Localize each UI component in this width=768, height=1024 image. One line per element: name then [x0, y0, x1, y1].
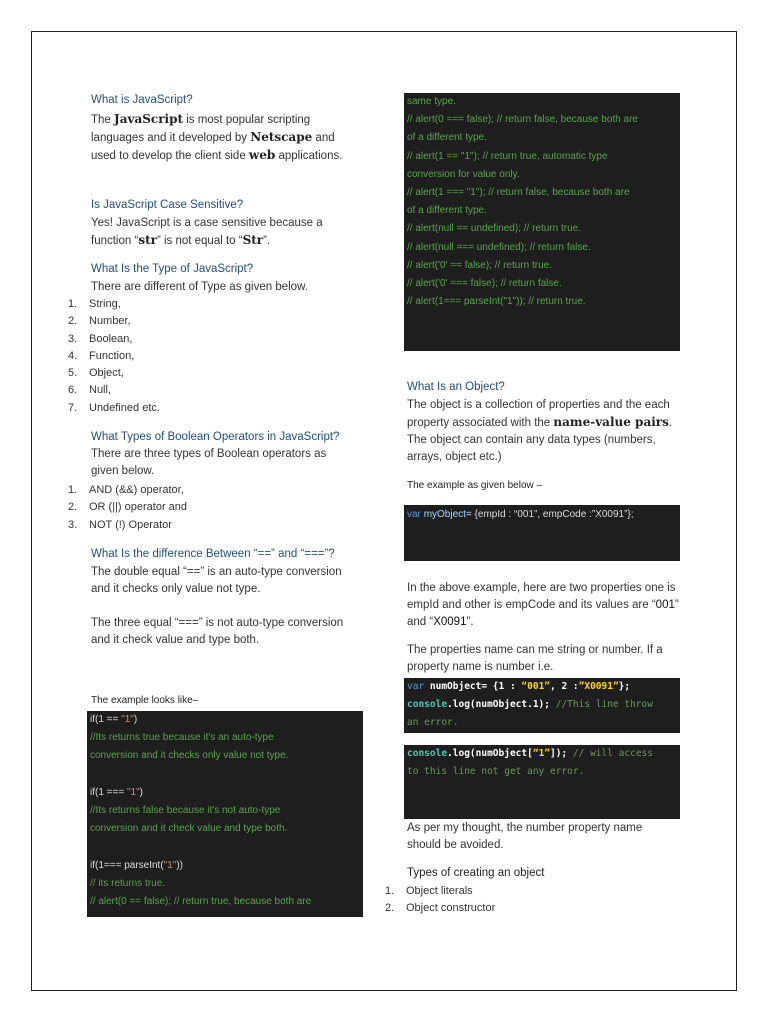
heading-type-of-javascript: What Is the Type of JavaScript? — [91, 263, 254, 275]
code-line: to this line not get any error. — [407, 766, 585, 777]
list-item: 6. Null, — [68, 384, 112, 397]
paragraph-what-is-javascript: The JavaScript is most popular scripting languages and it developed by Netscape and used to develop the client side web applications. — [91, 112, 343, 162]
code-line: // alert(1 == "1"); // return true, automatic type — [407, 150, 608, 162]
code-line: if(1 === "1") — [90, 786, 143, 798]
code-line: // alert(1=== parseInt("1")); // return true. — [407, 296, 586, 308]
example-label: The example looks like– — [91, 695, 199, 706]
list-item: 1. String, — [68, 298, 121, 310]
paragraph-what-is-object: The object is a collection of properties and the each property associated with the name-value pairs. The object can contain any data types (numbers, arrays, object etc.) — [407, 399, 673, 463]
boolean-operator-list — [68, 482, 187, 534]
code-line: // its returns true. — [90, 877, 166, 889]
code-blank-line — [90, 838, 360, 856]
heading-what-is-object: What Is an Object? — [407, 381, 505, 393]
code-line: conversion for value only. — [407, 168, 520, 180]
list-item: 3. NOT (!) Operator — [68, 518, 172, 531]
paragraph-double-equal: The double equal “==” is an auto-type conversion and it checks only value not type. — [91, 566, 342, 595]
paragraph-case-sensitive: Yes! JavaScript is a case sensitive because a function “str” is not equal to “Str”. — [91, 217, 323, 247]
code-line: // alert(1 === "1"); // return false, because both are — [407, 187, 630, 199]
paragraph-type-intro: There are different of Type as given below. — [91, 281, 308, 293]
list-item: 4. Function, — [68, 349, 135, 362]
list-item: 2. Number, — [68, 315, 131, 328]
code-line: // alert(null === undefined); // return false. — [407, 241, 591, 253]
code-line: var numObject= {1 : “001”, 2 :”X0091”}; — [407, 681, 631, 692]
code-line: //Its returns true because it's an auto-type — [90, 732, 274, 744]
heading-what-is-javascript: What is JavaScript? — [91, 94, 193, 106]
paragraph-above-example: In the above example, here are two properties one is empId and other is empCode and its values are “001” and “X0091”. — [407, 582, 679, 628]
code-line: if(1=== parseInt("1")) — [90, 859, 183, 871]
paragraph-property-names: The properties name can me string or number. If a property name is number i.e. — [407, 644, 663, 673]
code-line: // alert(0 === false); // return false, because both are — [407, 114, 638, 126]
code-line: same type. — [407, 96, 456, 107]
code-line: if(1 == "1") — [90, 714, 138, 725]
paragraph-triple-equal: The three equal “===” is not auto-type conversion and it check value and type both. — [91, 617, 344, 646]
code-line: conversion and it check value and type both. — [90, 823, 288, 835]
code-line: of a different type. — [407, 132, 487, 144]
list-item: 3. Boolean, — [68, 332, 133, 345]
code-line: an error. — [407, 717, 459, 728]
example-label-object: The example as given below – — [407, 480, 543, 491]
code-block-bracket-access — [404, 745, 680, 819]
paragraph-number-property: As per my thought, the number property name should be avoided. — [407, 822, 643, 851]
list-item: 1. Object literals — [385, 885, 473, 897]
heading-types-of-creating-object: Types of creating an object — [407, 867, 545, 879]
type-list — [68, 296, 160, 417]
code-line: // alert('0' == false); // return true. — [407, 259, 552, 271]
list-item: 2. Object constructor — [385, 902, 496, 915]
list-item: 5. Object, — [68, 367, 124, 380]
code-line: //Its returns false because it's not auto-type — [90, 805, 281, 817]
heading-double-vs-triple-equal: What Is the difference Between “==” and “===”? — [91, 548, 335, 560]
code-block-alerts — [404, 93, 680, 351]
code-line: var myObject= {empId : “001”, empCode :”X0091”}; — [407, 509, 634, 520]
code-line: // alert('0' === false); // return false. — [407, 278, 562, 290]
code-line: of a different type. — [407, 205, 487, 217]
list-item: 2. OR (||) operator and — [68, 501, 188, 514]
list-item: 1. AND (&&) operator, — [68, 484, 184, 496]
code-block-num-object — [404, 678, 680, 733]
object-creation-list — [385, 883, 495, 918]
code-line: console.log(numObject.1); //This line throw — [407, 699, 653, 710]
code-block-object-literal — [404, 505, 680, 561]
code-blank-line — [90, 766, 360, 784]
heading-case-sensitive: Is JavaScript Case Sensitive? — [91, 199, 244, 211]
list-item: 7. Undefined etc. — [68, 401, 160, 414]
code-block-equality — [87, 711, 363, 917]
code-line: conversion and it checks only value not type. — [90, 750, 289, 762]
code-line: // alert(null == undefined); // return true. — [407, 223, 581, 235]
heading-boolean-operators: What Types of Boolean Operators in JavaScript? — [91, 431, 340, 443]
code-line: console.log(numObject[“1”]); // will access — [407, 748, 653, 759]
code-line: // alert(0 == false); // return true, because both are — [90, 896, 312, 908]
paragraph-boolean-intro: There are three types of Boolean operators as given below. — [91, 448, 327, 477]
